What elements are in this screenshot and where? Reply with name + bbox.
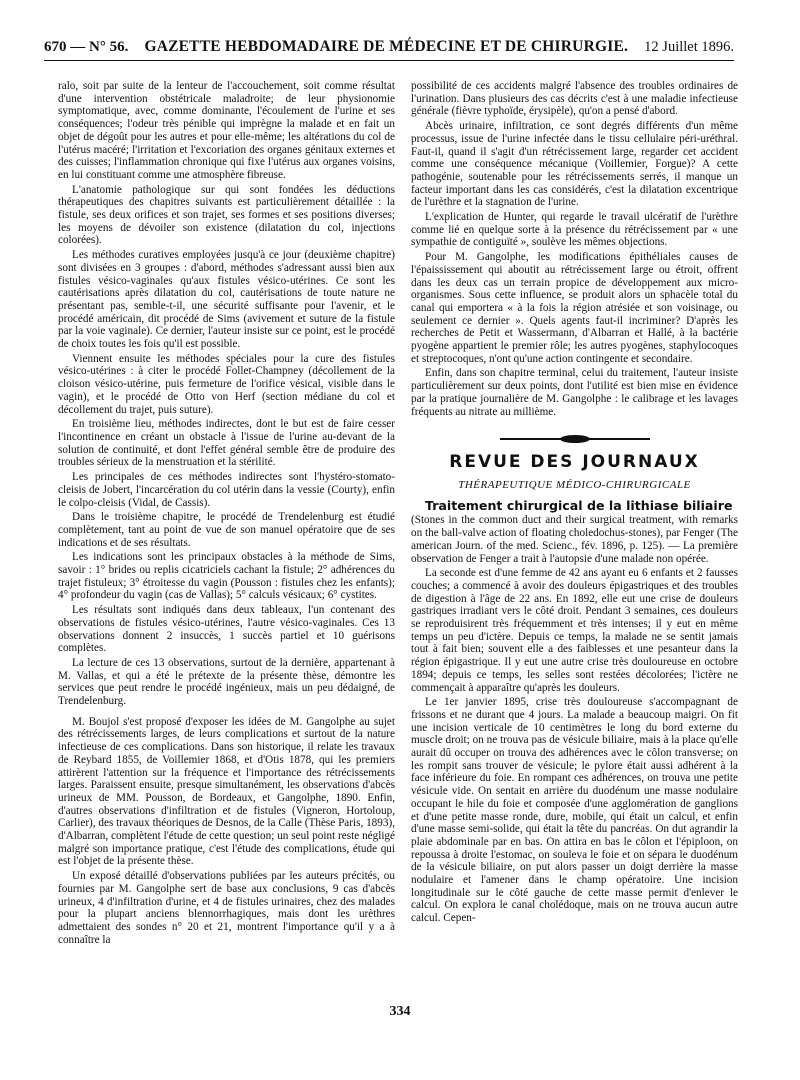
paragraph: ralo, soit par suite de la lenteur de l'accouchement, soit comme résultat d'une intervention obstétricale maladroite; de leur physionomie symptomatique, avec, comme dominante, l'écoulement de l'urine et ses conséquences; l'odeur très pénible qui imprègne la malade et en fait un objet de dégoût pour les autres et pour elle-même; les altérations du col de l'utérus macéré; l'irritation et l'excoriation des organes génitaux externes et des cuisses; l'inflammation chronique qui fixe l'utérus aux organes voisins, en lui constituant comme une atmosphère fibreuse. [58, 80, 395, 181]
right-column [411, 80, 738, 927]
paragraph: La lecture de ces 13 observations, surtout de la dernière, appartenant à M. Vallas, et qui a été le prétexte de la présente thèse, démontre les services que peut rendre le procédé ingénieux, mais un peu dédaigné, de Trendelenburg. [58, 656, 395, 708]
section-heading: REVUE DES JOURNAUX [449, 452, 700, 473]
paragraph: Enfin, dans son chapitre terminal, celui du traitement, l'auteur insiste particulièrement sur deux points, dont l'utilité est bien mise en évidence par la pratique journalière de M. Gangolphe : le calibrage et les lavages fréquents au nitrate au millième. [411, 367, 738, 418]
issue-date: 12 Juillet 1896. [644, 39, 734, 55]
paragraph: possibilité de ces accidents malgré l'absence des troubles ordinaires de l'urination. Dans plusieurs des cas décrits c'est à une maladie infectieuse générale (fièvre typhoïde, érysipèle), qu'on a pensé d'abord. [411, 80, 738, 118]
paragraph: En troisième lieu, méthodes indirectes, dont le but est de faire cesser l'incontinence en créant un obstacle à l'issue de l'urine au-devant de la solution de continuité, et dont l'effet général semble être de produire des troubles sérieux de la menstruation et la stérilité. [58, 418, 395, 469]
paragraph: Abcès urinaire, infiltration, ce sont degrés différents d'un même processus, issue de l'urine infectée dans le tissu cellulaire péri-uréthral. Faut-il, quand il s'agit d'un rétrécissement large, regarder cet accident comme une conséquence mécanique (Voillemier, Forgue)? A cette pathogénie, soutenable pour les rétrécissements serrés, il manque un facteur important dans les cas considérés, c'est la dilatation excentrique de l'urèthre et la stagnation de l'urine. [411, 120, 738, 209]
left-column [58, 80, 395, 948]
article-reference: (Stones in the common duct and their surgical treatment, with remarks on the ball-valve action of floating choledochus-stones), par Fenger (The american Journ. of the med. Scienc., fév. 1896, p. 125). — La première observation de Fenger a trait à l'autopsie d'une malade non opérée. [411, 514, 738, 565]
paragraph: Dans le troisième chapitre, le procédé de Trendelenburg est étudié complètement, tant au point de vue de son manuel opératoire que de ses indications et de ses résultats. [58, 511, 395, 549]
running-header [44, 38, 734, 61]
article-title: Traitement chirurgical de la lithiase biliaire [425, 497, 733, 513]
paragraph: Un exposé détaillé d'observations publiées par les auteurs précités, ou fournies par M. Gangolphe sert de base aux conclusions, 9 cas d'abcès urineux, 4 d'infiltration d'urine, et 4 de fistules urinaires, chez des malades pour la plupart anciens blennorrhagiques, mais dont les urèthres admettaient des sondes n° 20 et 21, montrent l'importance qu'il y a à connaître la [58, 870, 395, 946]
journal-title: GAZETTE HEBDOMADAIRE DE MÉDECINE ET DE CHIRURGIE. [144, 38, 629, 55]
paragraph: Viennent ensuite les méthodes spéciales pour la cure des fistules vésico-utérines : à citer le procédé Follet-Champney (décollement de la cloison vésico-utérine, puis fermeture de l'orifice vésical, visible dans le vagin), et le procédé de Otto von Herf (section médiane du col et décollement du trajet, puis suture). [58, 352, 395, 416]
paragraph: Les résultats sont indiqués dans deux tableaux, l'un contenant des observations de fistules vésico-utérines, l'autre vésico-vaginales. Ces 13 observations donnent 2 insuccès, 1 succès partiel et 10 guérisons complètes. [58, 604, 395, 655]
paragraph: Pour M. Gangolphe, les modifications épithéliales causes de l'épaississement qui aboutit au rétrécissement large ou étroit, offrent dans les deux cas un terrain propice de développement aux micro-organismes. Sous cette influence, se produit alors un sphacèle total du canal qui emportera « à la fois la région atrésiée et son voisinage, ou seulement ce dernier ». Quels agents faut-il incriminer? D'après les recherches de Petit et Wassermann, d'Albarran et Hallé, à la bactérie pyogène appartient le premier rôle; les autres pyogènes, staphylocoques et streptocoques, n'ont qu'une action contingente et secondaire. [411, 251, 738, 365]
header-page-issue: 670 — N° 56. [44, 39, 129, 55]
paragraph: Les méthodes curatives employées jusqu'à ce jour (deuxième chapitre) sont divisées en 3 groupes : d'abord, méthodes s'adressant aussi bien aux fistules vésico-vaginales qu'aux fistules vésico-utérines. Ce sont les cautérisations après dilatation du col, cautérisations de toute nature ne présentant pas, semble-t-il, une sécurité suffisante pour l'avenir, et le procédé américain, dit procédé de Sims (avivement et suture de la fistule par la voie vaginale). Ce dernier, l'auteur insiste sur ce point, est le procédé de choix toutes les fois qu'il est possible. [58, 249, 395, 351]
section-subheading: THÉRAPEUTIQUE MÉDICO-CHIRURGICALE [458, 478, 691, 491]
paragraph: Le 1er janvier 1895, crise très douloureuse s'accompagnant de frissons et ne durant que 4 jours. La malade a beaucoup maigri. On fit une incision verticale de 10 centimètres le long du bord externe du muscle droit; on ne trouva pas de vésicule biliaire, mais à la place qu'elle aurait dû occuper on trouva des adhérences avec le côlon transverse; on les rompit sans trouver de vésicule; le pylore était aussi adhérent à la face inférieure du foie. En rompant ces adhérences, on trouva une petite vésicule vide. On sentait en arrière du duodénum une masse nodulaire occupant le hile du foie et composée d'une agglomération de ganglions et d'une petite masse ronde, dure, mobile, qui était un calcul, et enfin d'une masse semi-solide, qui était la tête du pancréas. On dut agrandir la plaie abdominale par en bas. On attira en bas le côlon et l'épiploon, on repoussa à droite l'estomac, on souleva le foie et on sépara le duodénum de la vésicule biliaire, on put alors passer un doigt derrière la masse nodulaire et l'amener dans le champ opératoire. Une incision longitudinale sur le côté gauche de cette masse permit d'enlever le calcul. On explora le canal cholédoque, mais on ne trouva aucun autre calcul. Cepen- [411, 696, 738, 925]
paragraph: Les indications sont les principaux obstacles à la méthode de Sims, savoir : 1° brides ou replis cicatriciels cachant la fistule; 2° adhérences du trajet fistuleux; 3° étroitesse du vagin (Pousson : fistules chez les enfants); 4° profondeur du vagin (cas de Vallas); 5° calculs vésicaux; 6° cystites. [58, 551, 395, 602]
paragraph: M. Boujol s'est proposé d'exposer les idées de M. Gangolphe au sujet des rétrécissements larges, de leurs complications et surtout de la nature infectieuse de ces complications. Dans son historique, il relate les travaux de Reybard 1855, de Voillemier 1868, et d'Otis 1878, qui les premiers attirèrent l'attention sur la fréquence et l'importance des rétrécissements larges. Paraissent ensuite, presque simultanément, les observations d'abcès urineux de MM. Pousson, de Bordeaux, et Gangolphe, 1890. Enfin, d'autres observations d'infiltration et de fistules (Vigneron, Hortoloup, Carlier), des travaux théoriques de Desnos, de la Calle (Thèse Paris, 1893), d'Albarran, complètent l'étude de cette question; un seul point reste négligé malgré son importance pratique, c'est l'étude des complications, étude qui est l'objet de la présente thèse. [58, 715, 395, 868]
ornamental-divider [500, 432, 650, 446]
paragraph: L'explication de Hunter, qui regarde le travail ulcératif de l'urèthre comme lié en quelque sorte à la présence du rétrécissement par « une sympathie de contiguïté », soulève les mêmes objections. [411, 211, 738, 249]
paragraph: L'anatomie pathologique sur qui sont fondées les déductions thérapeutiques des chapitres suivants est particulièrement détaillée : la fistule, ses deux orifices et son trajet, ses formes et ses positions diverses; les moyens de dévoiler son existence (dilatation du col, injections colorées). [58, 183, 395, 247]
paragraph: Les principales de ces méthodes indirectes sont l'hystéro-stomato-cleisis de Jobert, l'incarcération du col utérin dans la vessie (Courty), enfin le colpo-cleisis (Vidal, de Cassis). [58, 471, 395, 509]
page-number: 334 [389, 1004, 411, 1019]
paragraph: La seconde est d'une femme de 42 ans ayant eu 6 enfants et 2 fausses couches; a commencé à avoir des douleurs épigastriques et des troubles de digestion à l'âge de 22 ans. En 1892, elle eut une crise de douleurs gastriques irradiant vers le côté droit. Pendant 3 semaines, ces douleurs se reproduisirent très fréquemment et très intenses; il y eut en même temps un peu d'ictère. Depuis ce temps, la malade ne se sentit jamais tout à fait bien; souvent elle a des faiblesses et une pesanteur dans la région épigastrique. Il y eut une autre crise très douloureuse en octobre 1894; depuis ce temps, les selles sont restées décolorées; l'ictère ne commençait à apparaître qu'après les douleurs. [411, 567, 738, 694]
